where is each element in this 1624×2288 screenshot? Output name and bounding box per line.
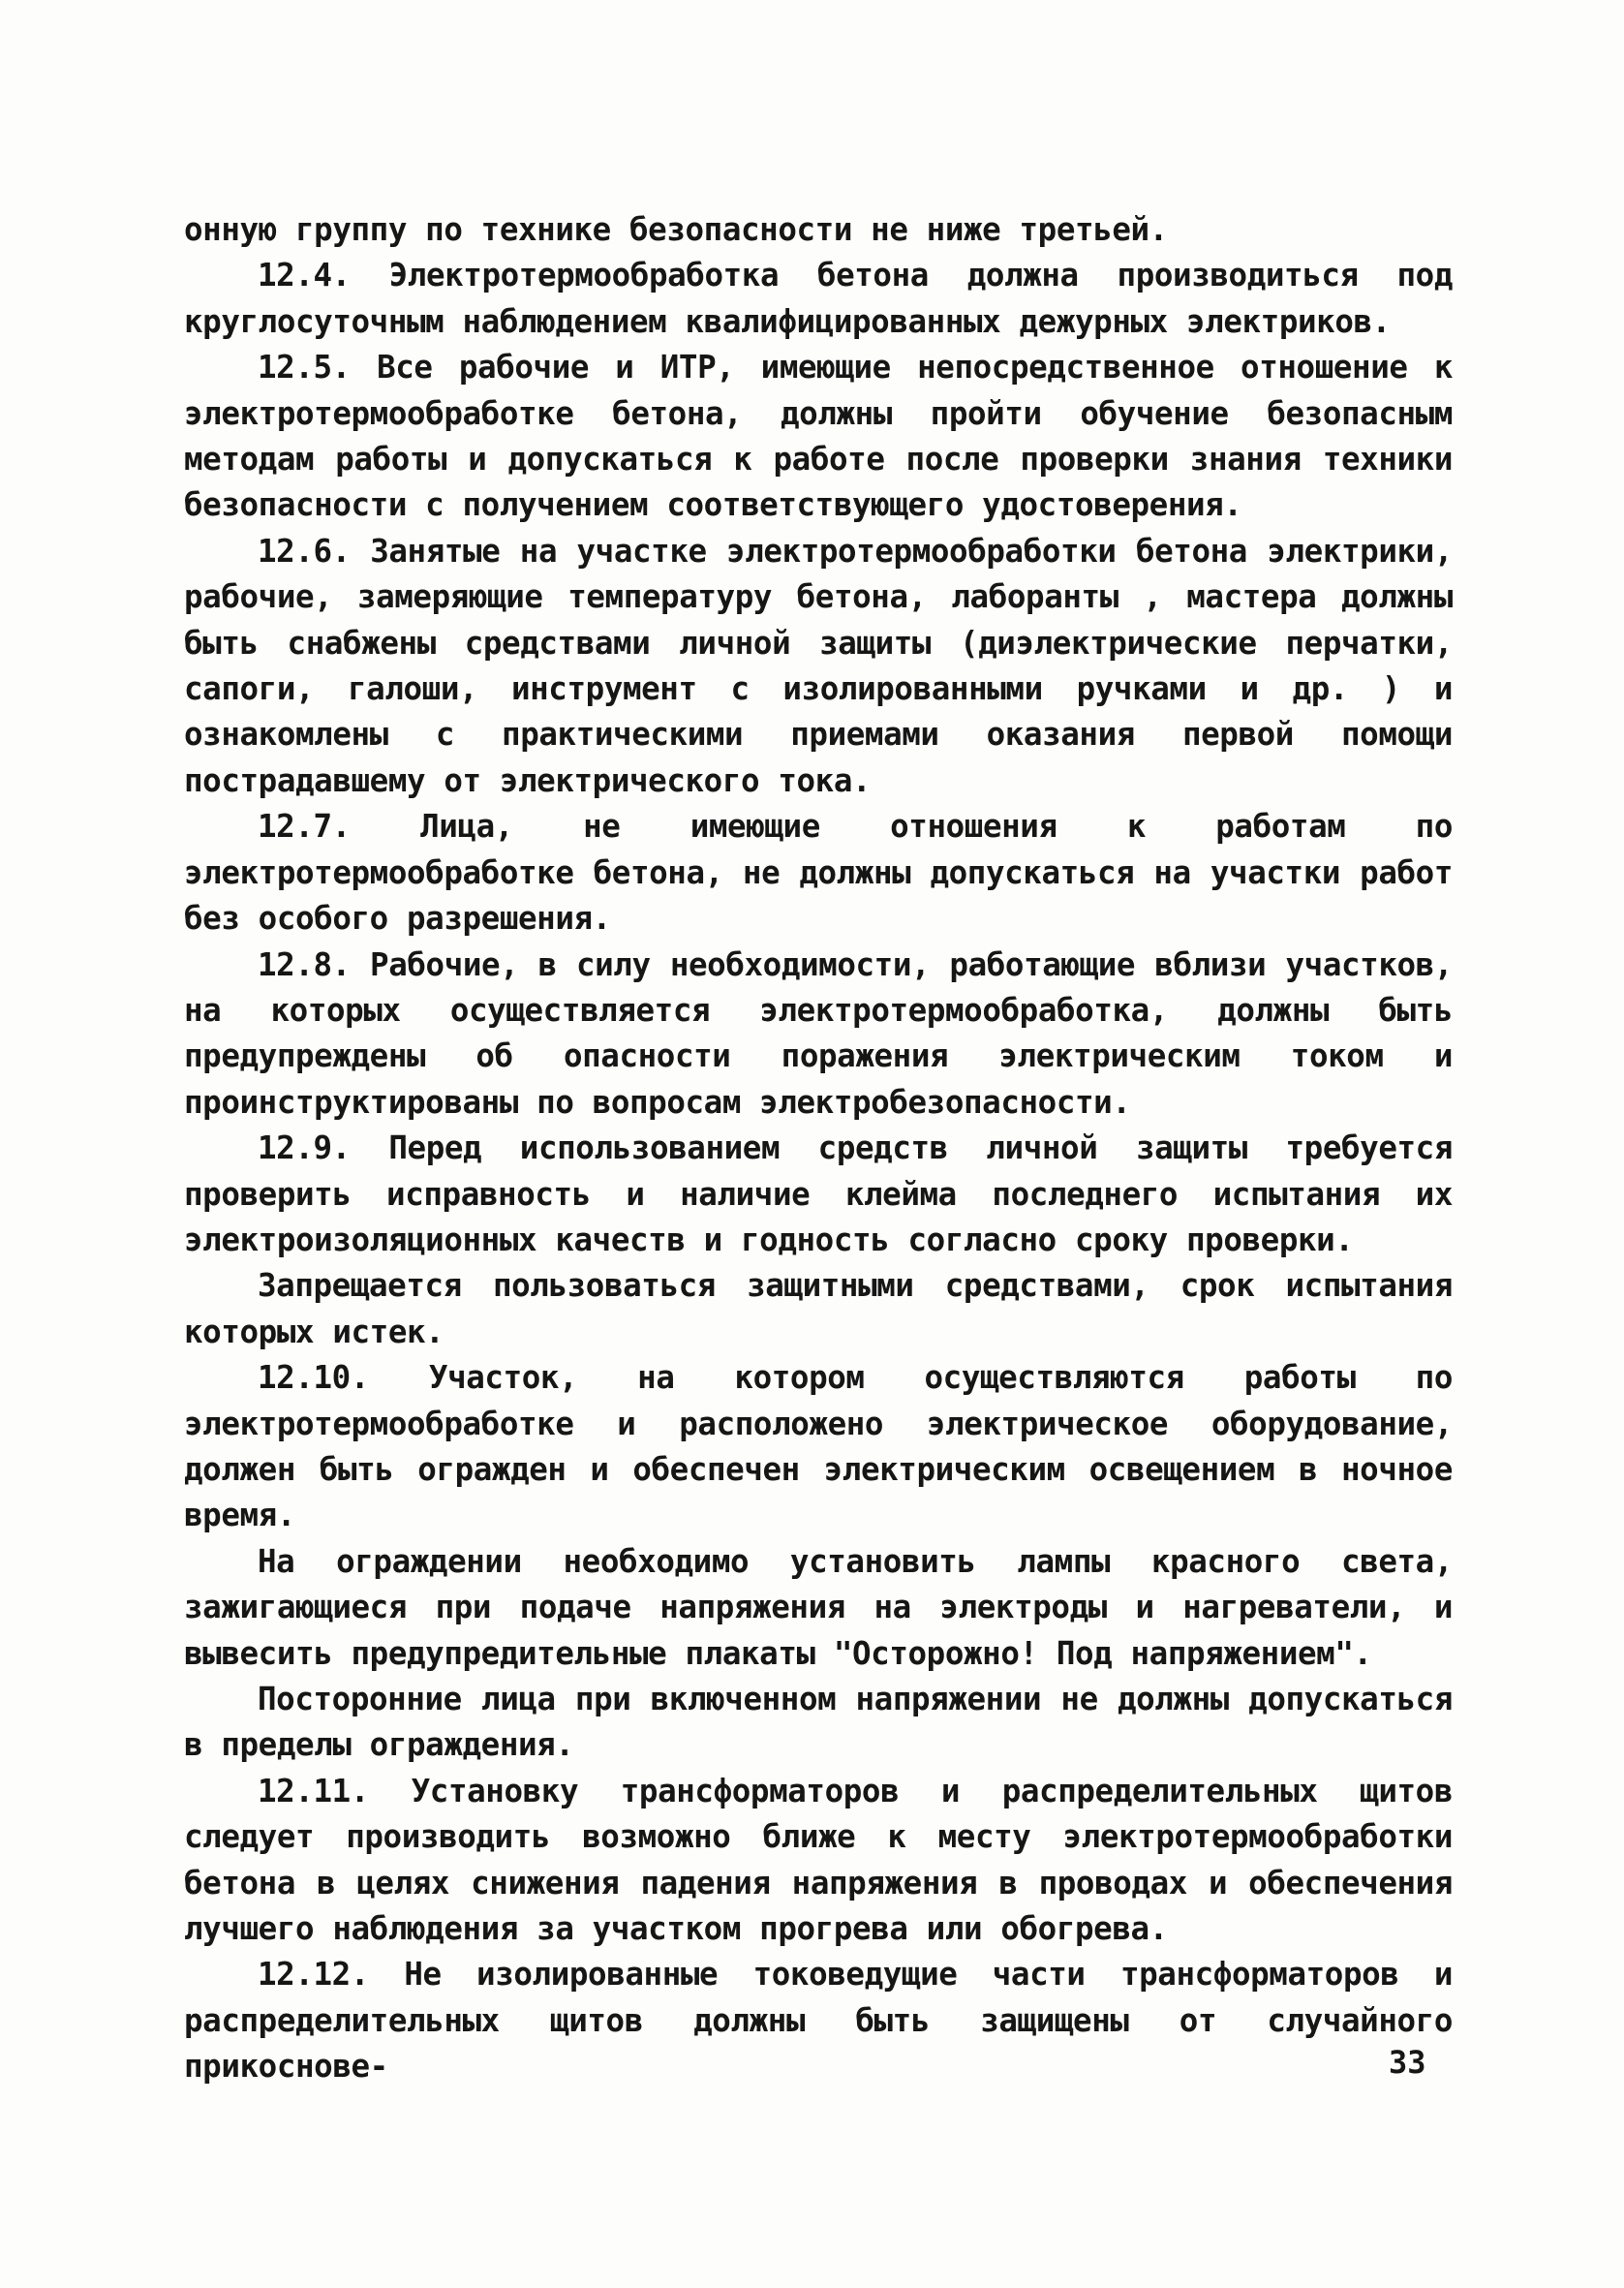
paragraph-12-4: 12.4. Электротермообработка бетона должна производиться под круглосуточным наблюдением квалифицированных дежурных электриков. — [184, 257, 1453, 340]
paragraph-continuation: онную группу по технике безопасности не ниже третьей. — [184, 211, 1168, 248]
paragraph-12-10-lamps: На ограждении необходимо установить лампы красного света, зажигающиеся при подаче напряжения на электроды и нагреватели, и вывесить предупредительные плакаты "Осторожно! Под напряжением". — [184, 1542, 1453, 1672]
paragraph-12-11: 12.11. Установку трансформаторов и распределительных щитов следует производить возможно ближе к месту электротермообработки бетона в целях снижения падения напряжения в проводах и обеспечения лучшего наблюдения за участком прогрева или обогрева. — [184, 1772, 1453, 1948]
paragraph-12-6: 12.6. Занятые на участке электротермообработки бетона электрики, рабочие, замеряющие температуру бетона, лаборанты , мастера должны быть снабжены средствами личной защиты (диэлектрические перчатки, сапоги, галоши, инструмент с изолированными ручками и др. ) и ознакомлены с практическими приемами оказания первой помощи пострадавшему от электрического тока. — [184, 532, 1453, 799]
paragraph-12-8: 12.8. Рабочие, в силу необходимости, работающие вблизи участков, на которых осуществляется электротермообработка, должны быть предупреждены об опасности поражения электрическим током и проинструктированы по вопросам электробезопасности. — [184, 945, 1453, 1121]
paragraph-12-9: 12.9. Перед использованием средств личной защиты требуется проверить исправность и наличие клейма последнего испытания их электроизоляционных качеств и годность согласно сроку проверки. — [184, 1129, 1453, 1258]
paragraph-12-9-prohibition: Запрещается пользоваться защитными средствами, срок испытания которых истек. — [184, 1267, 1453, 1350]
document-page — [184, 207, 1453, 2090]
paragraph-12-7: 12.7. Лица, не имеющие отношения к работам по электротермообработке бетона, не должны допускаться на участки работ без особого разрешения. — [184, 808, 1453, 938]
page-number: 33 — [1389, 2044, 1426, 2081]
paragraph-12-10: 12.10. Участок, на котором осуществляются работы по электротермообработке и расположено электрическое оборудование, должен быть огражден и обеспечен электрическим освещением в ночное время. — [184, 1359, 1453, 1534]
paragraph-12-12: 12.12. Не изолированные токоведущие части трансформаторов и распределительных щитов должны быть защищены от случайного прикоснове- — [184, 1956, 1453, 2086]
paragraph-12-10-outsiders: Посторонние лица при включенном напряжении не должны допускаться в пределы ограждения. — [184, 1681, 1453, 1764]
paragraph-12-5: 12.5. Все рабочие и ИТР, имеющие непосредственное отношение к электротермообработке бетона, должны пройти обучение безопасным методам работы и допускаться к работе после проверки знания техники безопасности с получением соответствующего удостоверения. — [184, 349, 1453, 524]
